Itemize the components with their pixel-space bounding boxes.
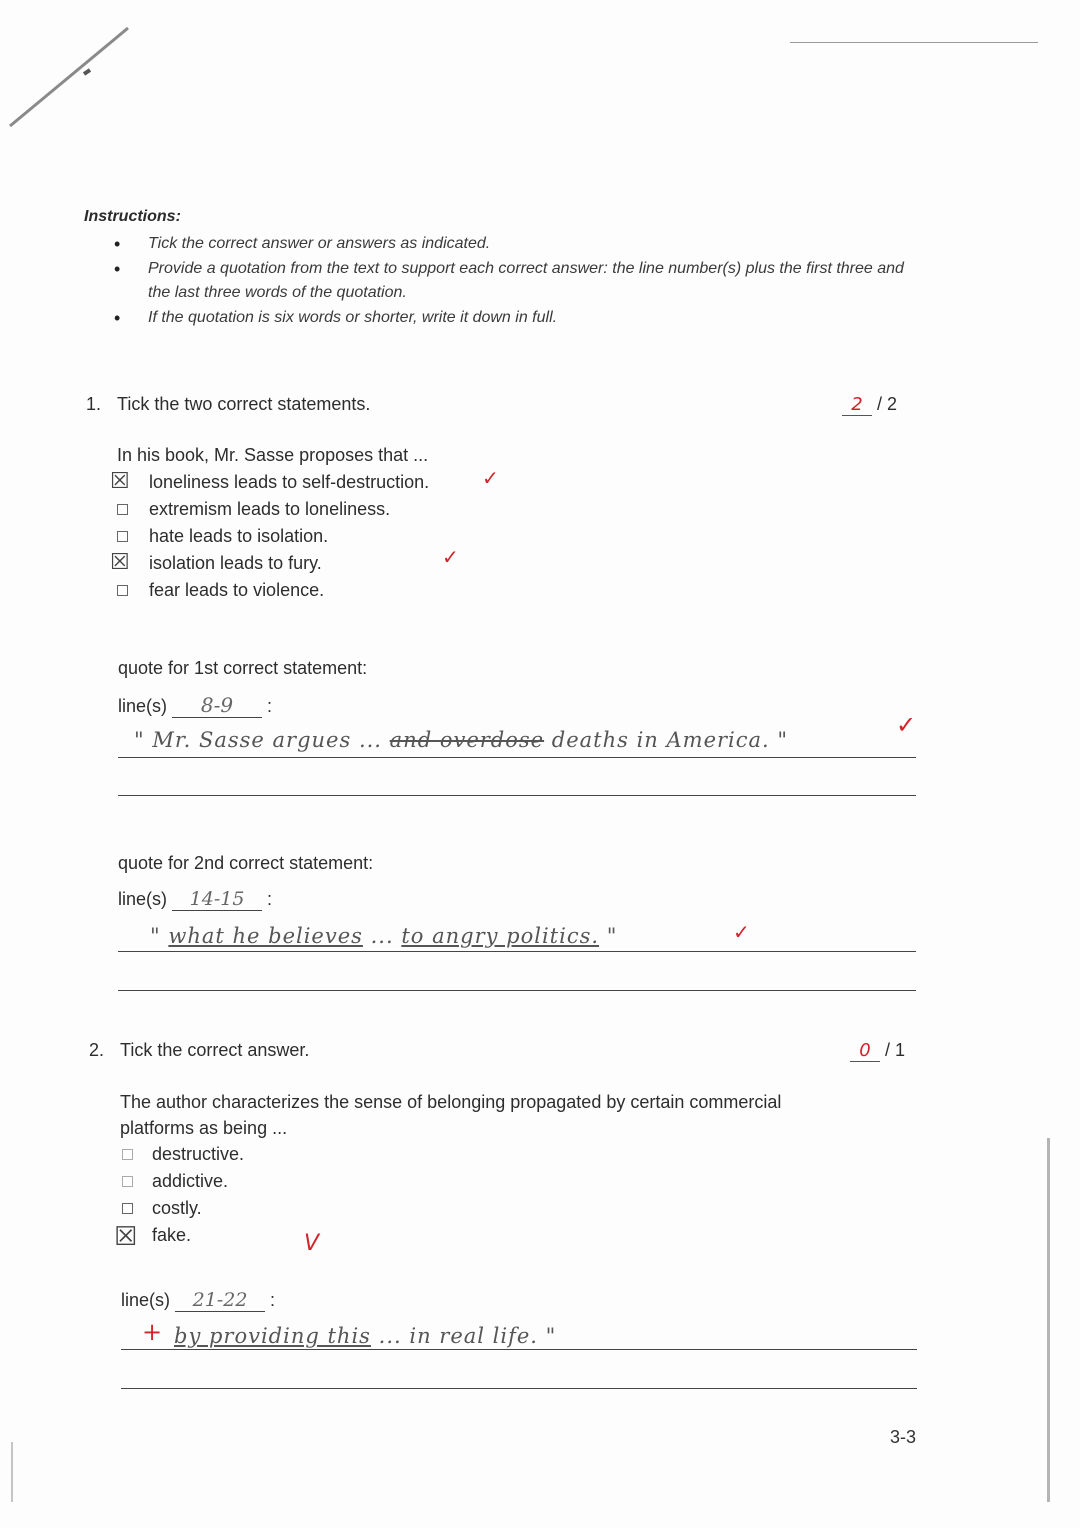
q2-option-1-checkbox[interactable] <box>122 1149 133 1160</box>
q1-number: 1. <box>86 394 102 414</box>
quote1-lines-input[interactable]: 8-9 <box>172 693 262 718</box>
q1-option-3-checkbox[interactable] <box>117 531 128 542</box>
quote2-heading: quote for 2nd correct statement: <box>118 853 374 873</box>
q1-option-4-correct-check: ✓ <box>442 545 459 569</box>
q1-score-achieved: 2 <box>842 394 872 416</box>
q2-quote-line-label: line(s) <box>121 1290 171 1310</box>
q2-option-4-label: fake. <box>152 1225 192 1245</box>
quote1-answer-line-2 <box>118 795 916 796</box>
q1-option-2-label: extremism leads to loneliness. <box>149 499 391 519</box>
quote2-answer-line-1 <box>118 951 916 952</box>
quote1-answer-line-1 <box>118 757 916 758</box>
q2-stem-line-2: platforms as being ... <box>120 1118 288 1138</box>
scan-edge-top <box>790 42 1038 43</box>
q2-score <box>850 1040 905 1062</box>
quote2-close-quote: " <box>606 924 618 948</box>
q2-score-achieved: 0 <box>850 1040 880 1062</box>
q1-prompt: Tick the two correct statements. <box>117 394 371 414</box>
quote1-correct-check: ✓ <box>896 711 917 739</box>
quote2-lines-input[interactable]: 14-15 <box>172 888 262 911</box>
q2-missing-quote-mark: + <box>142 1318 164 1346</box>
q2-score-total: / 1 <box>885 1040 906 1060</box>
quote1-line-label: line(s) <box>118 696 168 716</box>
q2-option-2-label: addictive. <box>152 1171 229 1191</box>
q1-option-2-checkbox[interactable] <box>117 504 128 515</box>
q1-option-1-checkbox-crossed[interactable]: ☒ <box>110 469 130 494</box>
quote1-open-quote: " <box>134 728 145 752</box>
instruction-item: • If the quotation is six words or shorter, write it down in full. <box>112 306 912 331</box>
quote2-start-words: what he believes <box>168 924 363 948</box>
quote2-ellipsis: ... <box>370 924 394 948</box>
quote2-handwritten-answer[interactable] <box>150 924 617 948</box>
instruction-item: • Tick the correct answer or answers as indicated. <box>112 232 912 257</box>
quote1-start-words: Mr. Sasse argues <box>152 728 352 752</box>
scan-edge-left <box>11 1442 13 1502</box>
quote1-handwritten-answer[interactable] <box>134 728 788 752</box>
q1-option-5-label: fear leads to violence. <box>149 580 325 600</box>
page-number: 3-3 <box>890 1427 917 1447</box>
q2-option-3-label: costly. <box>152 1198 202 1218</box>
quote1-ellipsis: ... <box>358 728 382 752</box>
q2-quote-lines-row <box>121 1289 275 1312</box>
scan-edge-right <box>1047 1138 1050 1502</box>
quote2-end-words: to angry politics. <box>401 924 600 948</box>
q2-option-4-checkbox-crossed[interactable]: ☒ <box>114 1222 138 1252</box>
quote1-end-words: deaths in America. <box>551 728 770 752</box>
q2-quote-start-words: by providing this <box>174 1324 371 1348</box>
instructions-title: Instructions: <box>84 208 181 225</box>
quote2-line-label: line(s) <box>118 889 168 909</box>
quote1-lines-row <box>118 693 272 718</box>
q1-option-1-label: loneliness leads to self-destruction. <box>149 472 430 492</box>
q2-quote-ellipsis: ... <box>378 1324 402 1348</box>
quote2-lines-row <box>118 888 272 911</box>
q1-option-5-checkbox[interactable] <box>117 585 128 596</box>
q2-quote-close-quote: " <box>545 1324 557 1348</box>
quote1-colon: : <box>267 696 273 716</box>
q2-option-4-correct-mark: V <box>304 1231 320 1256</box>
quote2-open-quote: " <box>150 924 161 948</box>
q1-score-total: / 2 <box>877 394 898 414</box>
q1-option-4-label: isolation leads to fury. <box>149 553 322 573</box>
q1-option-3-label: hate leads to isolation. <box>149 526 329 546</box>
quote2-correct-check: ✓ <box>733 920 750 944</box>
staple-mark <box>0 18 140 133</box>
q1-option-1-correct-check: ✓ <box>482 466 499 490</box>
q2-number: 2. <box>89 1040 105 1060</box>
quote1-heading: quote for 1st correct statement: <box>118 658 368 678</box>
q1-score <box>842 394 897 416</box>
q1-stem: In his book, Mr. Sasse proposes that ... <box>117 445 429 465</box>
q2-option-3-checkbox[interactable] <box>122 1203 133 1214</box>
q2-quote-colon: : <box>270 1290 276 1310</box>
q2-stem-line-1: The author characterizes the sense of belonging propagated by certain commercial <box>120 1092 782 1112</box>
q2-answer-line-1 <box>121 1349 917 1350</box>
quote2-answer-line-2 <box>118 990 916 991</box>
q1-option-4-checkbox-crossed[interactable]: ☒ <box>110 550 130 575</box>
q2-prompt: Tick the correct answer. <box>120 1040 310 1060</box>
q2-quote-handwritten-answer[interactable] <box>174 1324 556 1348</box>
instruction-item: • Provide a quotation from the text to support each correct answer: the line number(s) plus the first three and the last three words of the quotation. <box>112 257 912 306</box>
q2-quote-end-words: in real life. <box>409 1324 538 1348</box>
q2-option-2-checkbox[interactable] <box>122 1176 133 1187</box>
q2-quote-lines-input[interactable]: 21-22 <box>175 1289 265 1312</box>
quote2-colon: : <box>267 889 273 909</box>
q2-answer-line-2 <box>121 1388 917 1389</box>
q2-option-1-label: destructive. <box>152 1144 245 1164</box>
quote1-close-quote: " <box>777 728 789 752</box>
quote1-struck-words: and overdose <box>389 728 545 752</box>
instructions-list <box>112 232 912 330</box>
